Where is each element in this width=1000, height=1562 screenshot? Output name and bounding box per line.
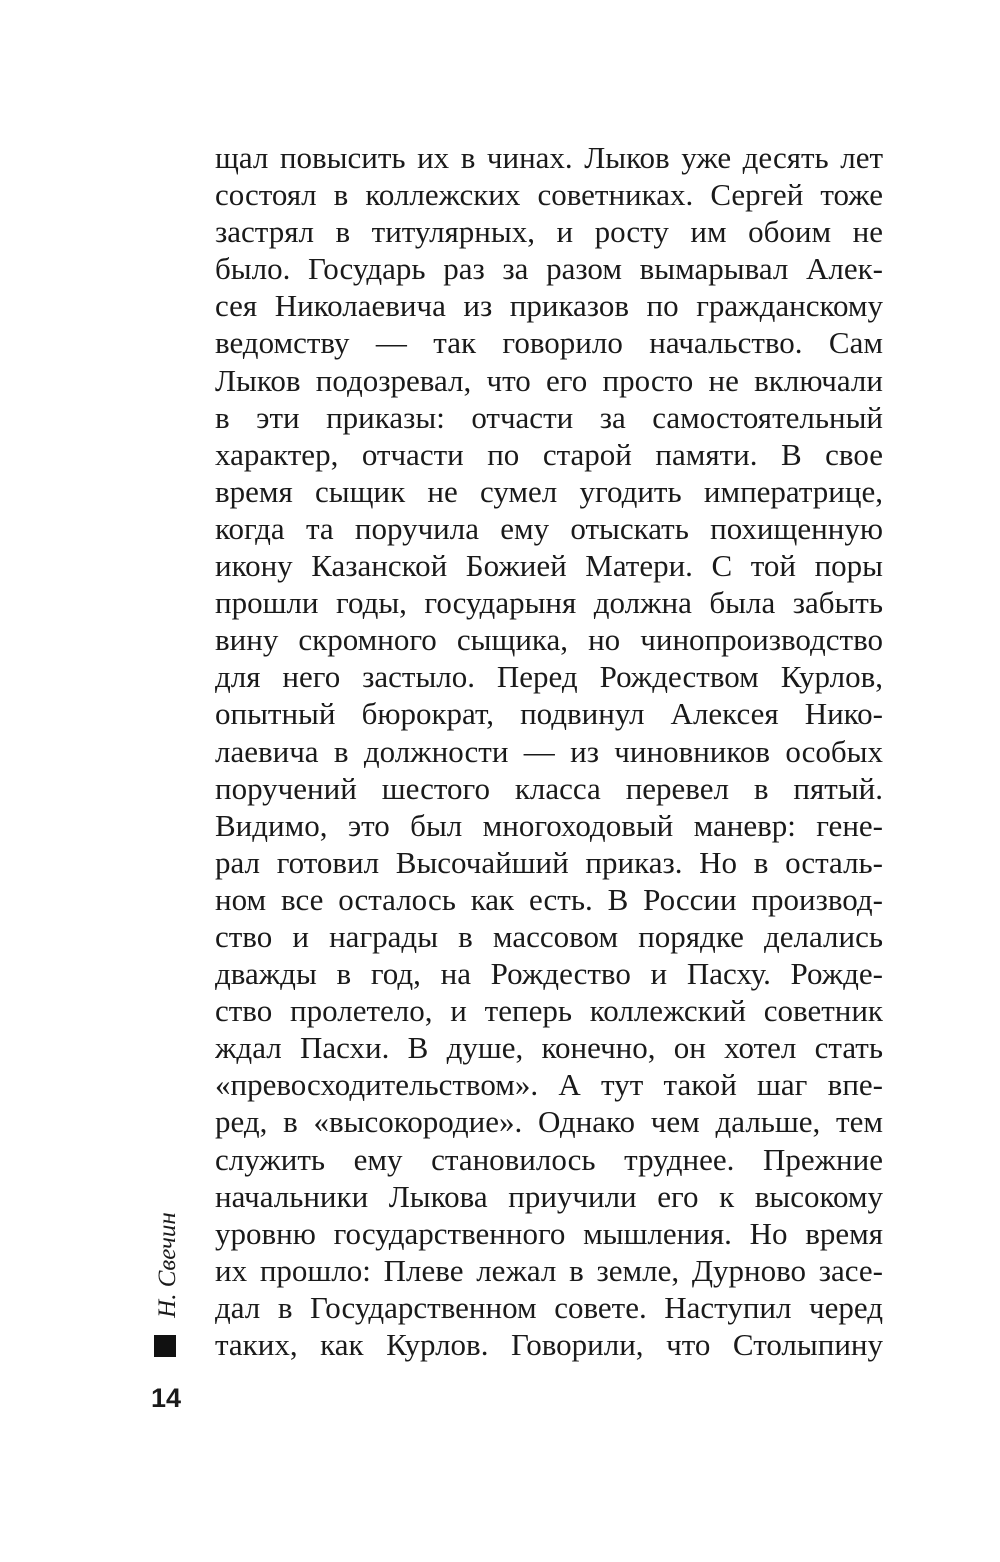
text-line: Видимо, это был многоходовый маневр: гене- — [215, 807, 883, 843]
text-line: когда та поручила ему отыскать похищенную — [215, 510, 883, 546]
text-line: служить ему становилось труднее. Прежние — [215, 1141, 883, 1177]
text-line: сея Николаевича из приказов по гражданскому — [215, 288, 883, 324]
text-line: ном все осталось как есть. В России производ- — [215, 881, 883, 917]
text-line: было. Государь раз за разом вымарывал Алек- — [215, 251, 883, 287]
text-line: характер, отчасти по старой памяти. В свое — [215, 436, 883, 472]
text-line: ведомству — так говорило начальство. Сам — [215, 325, 883, 361]
text-line: поручений шестого класса перевел в пятый. — [215, 770, 883, 806]
text-line: начальники Лыкова приучили его к высокому — [215, 1178, 883, 1214]
text-line: опытный бюрократ, подвинул Алексея Нико- — [215, 696, 883, 732]
text-line: ство и награды в массовом порядке делались — [215, 918, 883, 954]
body-text — [215, 139, 883, 1363]
page-number: 14 — [151, 1383, 182, 1413]
text-line: «превосходительством». А тут такой шаг впе- — [215, 1067, 883, 1103]
text-line: их прошло: Плеве лежал в земле, Дурново засе- — [215, 1252, 883, 1288]
text-line: ство пролетело, и теперь коллежский советник — [215, 993, 883, 1029]
text-line: ждал Пасхи. В душе, конечно, он хотел стать — [215, 1030, 883, 1066]
running-head — [150, 1200, 186, 1330]
text-line: икону Казанской Божией Матери. С той поры — [215, 548, 883, 584]
text-line: застрял в титулярных, и росту им обоим не — [215, 214, 883, 250]
text-line: лаевича в должности — из чиновников особых — [215, 733, 883, 769]
text-line: щал повысить их в чинах. Лыков уже десять лет — [215, 140, 883, 175]
text-line: состоял в коллежских советниках. Сергей тоже — [215, 177, 883, 213]
text-line: прошли годы, государыня должна была забыть — [215, 585, 883, 621]
running-head-author: Н. Свечин — [154, 1212, 181, 1318]
text-line: дважды в год, на Рождество и Пасху. Рожде- — [215, 956, 883, 992]
text-line: рал готовил Высочайший приказ. Но в осталь- — [215, 844, 883, 880]
text-line: время сыщик не сумел угодить императрице, — [215, 473, 883, 509]
text-line: Лыков подозревал, что его просто не включали — [215, 362, 883, 398]
text-line: таких, как Курлов. Говорили, что Столыпину — [215, 1327, 883, 1362]
text-line: ред, в «высокородие». Однако чем дальше, тем — [215, 1104, 883, 1140]
square-marker-icon — [154, 1335, 176, 1357]
text-line: дал в Государственном совете. Наступил черед — [215, 1289, 883, 1325]
text-line: уровню государственного мышления. Но время — [215, 1215, 883, 1251]
text-line: для него застыло. Перед Рождеством Курлов, — [215, 659, 883, 695]
text-line: вину скромного сыщика, но чинопроизводство — [215, 622, 883, 658]
text-line: в эти приказы: отчасти за самостоятельный — [215, 399, 883, 435]
